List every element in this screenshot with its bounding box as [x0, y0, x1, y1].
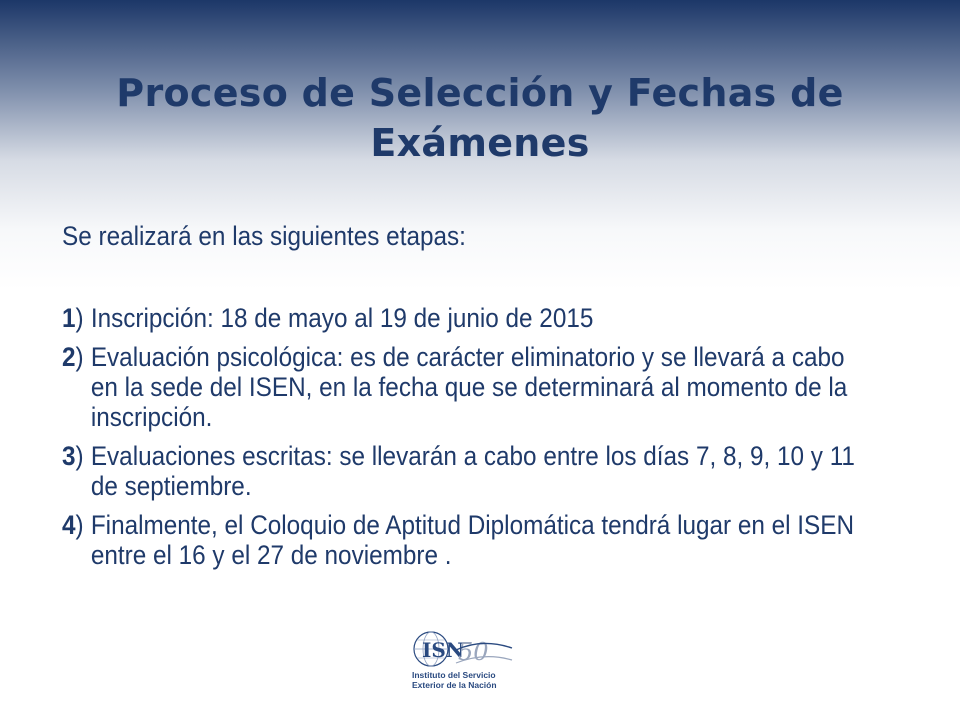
step-text: Finalmente, el Coloquio de Aptitud Diplomática tendrá lugar en el ISEN entre el 16 y el 27 de noviembre .: [90, 510, 855, 570]
step-item: [62, 303, 863, 333]
logo-name-line-1: Instituto del Servicio: [412, 670, 496, 680]
isen-logo: [412, 630, 516, 690]
step-number: 4: [62, 510, 76, 540]
step-text: Evaluaciones escritas: se llevarán a cabo entre los días 7, 8, 9, 10 y 11 de septiembre.: [90, 441, 855, 501]
step-marker: 3): [62, 441, 84, 471]
intro-text: Se realizará en las siguientes etapas:: [62, 221, 466, 251]
step-marker: 4): [62, 510, 84, 540]
step-number: 2: [62, 342, 76, 372]
slide-title-line-1: Proceso de Selección y Fechas de: [116, 71, 844, 115]
step-marker: 1): [62, 303, 84, 333]
step-number: 1: [62, 303, 76, 333]
step-text: Inscripción: 18 de mayo al 19 de junio de 2015: [90, 303, 594, 333]
steps-list: [62, 303, 863, 579]
logo-anniversary: 50: [458, 638, 489, 666]
step-marker: 2): [62, 342, 84, 372]
step-item: [62, 342, 863, 432]
slide-title: [40, 68, 920, 168]
slide-title-line-2: Exámenes: [370, 121, 590, 165]
step-item: [62, 510, 863, 570]
step-text: Evaluación psicológica: es de carácter eliminatorio y se llevará a cabo en la sede del ISEN, en la fecha que se determinará al momento de la inscripción.: [90, 342, 848, 432]
logo-monogram: ISN: [422, 638, 465, 662]
isen-emblem-icon: [412, 630, 516, 668]
logo-name-line-2: Exterior de la Nación: [412, 680, 497, 690]
step-number: 3: [62, 441, 76, 471]
step-item: [62, 441, 863, 501]
